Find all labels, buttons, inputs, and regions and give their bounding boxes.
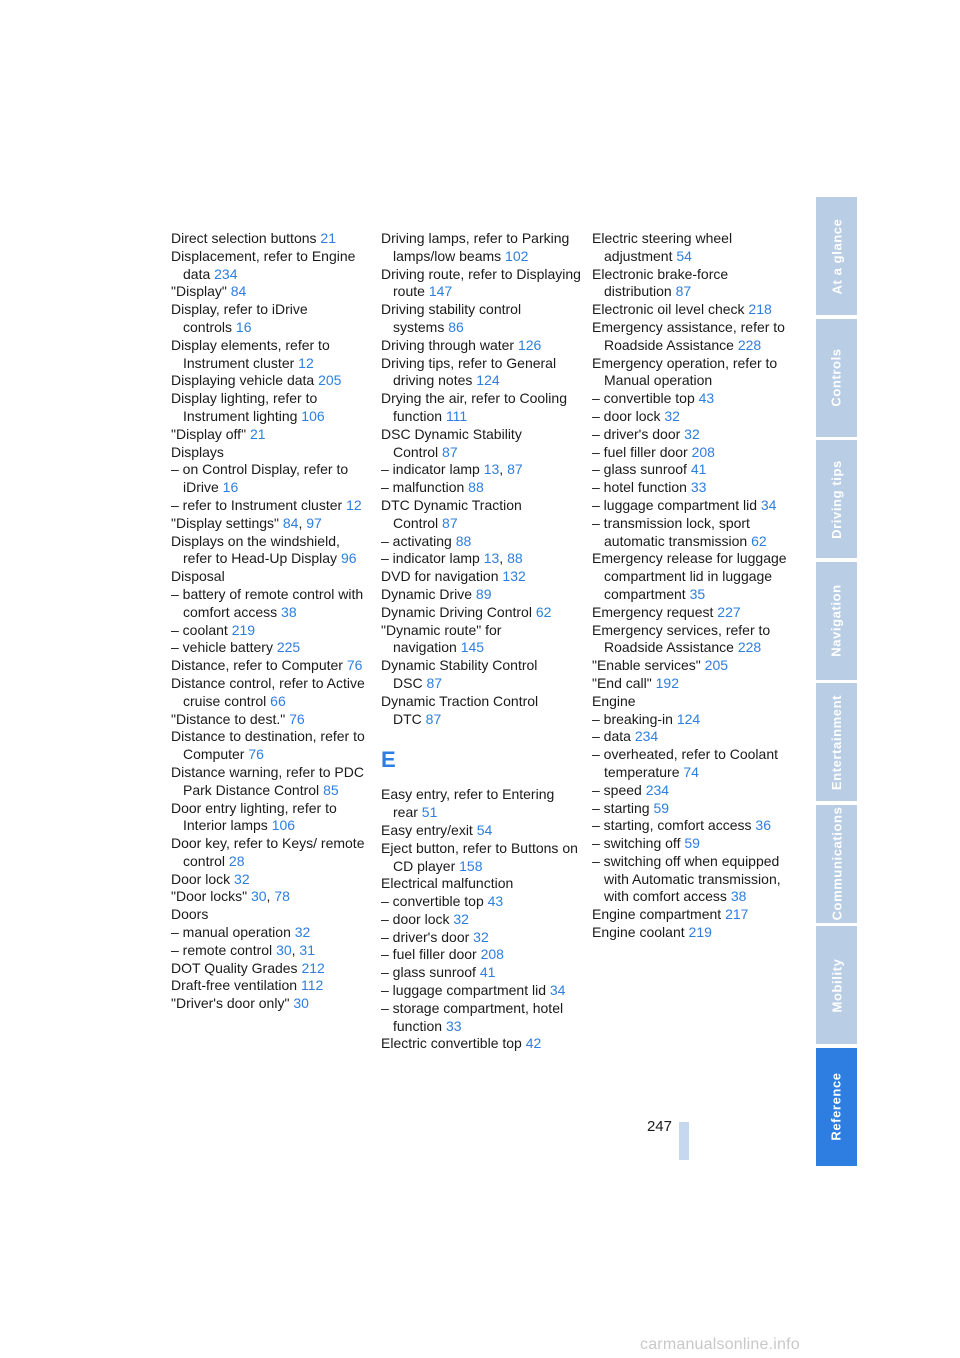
index-entry [592, 390, 792, 408]
index-entry [171, 764, 371, 800]
page-reference-link[interactable]: 30 [250, 888, 267, 905]
page-reference-link[interactable]: 30 [293, 995, 309, 1012]
index-entry [171, 444, 371, 462]
page-reference-link[interactable]: 30 [276, 941, 292, 958]
index-entry [381, 822, 581, 840]
index-entry-text: Easy entry, refer to Entering rear [381, 786, 555, 821]
index-entry-text: Emergency operation, refer to Manual operation [592, 354, 778, 389]
page-reference-link[interactable]: 34 [760, 496, 777, 513]
index-entry [381, 230, 581, 266]
page-reference-link[interactable]: 59 [653, 799, 670, 816]
page-reference-link[interactable]: 106 [271, 817, 296, 834]
index-entry [171, 800, 371, 836]
index-entry [171, 675, 371, 711]
index-entry-text: Engine compartment [592, 906, 722, 923]
index-entry-text: Dynamic Driving Control [381, 603, 532, 620]
index-entry-text: "Display off" [171, 425, 247, 442]
index-entry [171, 461, 371, 497]
index-entry [592, 319, 792, 355]
index-entry-text: – hotel function [592, 479, 687, 496]
index-entry-text: "Driver's door only" [171, 995, 290, 1012]
index-entry-text: Distance control, refer to Active cruise control [171, 674, 365, 709]
index-entry [592, 444, 792, 462]
index-entry [592, 408, 792, 426]
index-entry [592, 230, 792, 266]
section-tab-label: Communications [829, 806, 845, 921]
index-entry-text: – breaking-in [592, 710, 673, 727]
page-reference-link[interactable]: 78 [274, 888, 290, 905]
index-entry-text: DSC Dynamic Stability Control [381, 425, 522, 460]
page-reference-link[interactable]: 35 [689, 585, 706, 602]
index-entry-text: Electronic oil level check [592, 301, 745, 318]
index-entry-text: Displays on the windshield, refer to Head-Up Display [171, 532, 340, 567]
page-reference-link[interactable]: 96 [340, 550, 357, 567]
page-reference-link[interactable]: 32 [664, 407, 680, 424]
index-entry [381, 355, 581, 391]
index-entry [381, 911, 581, 929]
index-entry-text: – luggage compartment lid [381, 982, 546, 999]
index-entry [381, 426, 581, 462]
page-reference-link[interactable]: 132 [502, 568, 526, 585]
page-reference-link[interactable]: 33 [445, 1017, 462, 1034]
index-entry-text: – battery of remote control with comfort access [171, 585, 364, 620]
index-entry [381, 1035, 581, 1053]
index-entry-text: – door lock [381, 910, 450, 927]
section-tab[interactable] [816, 683, 857, 801]
page-reference-link[interactable]: 16 [235, 318, 252, 335]
index-entry [381, 337, 581, 355]
page-reference-link[interactable]: 66 [270, 692, 286, 709]
page-reference-link[interactable]: 32 [453, 910, 469, 927]
index-entry-text: Display lighting, refer to Instrument lighting [171, 390, 318, 424]
index-entry [592, 479, 792, 497]
page-reference-link[interactable]: 43 [698, 390, 715, 407]
index-entry-text: Door entry lighting, refer to Interior lamps [171, 799, 337, 834]
index-entry [171, 337, 371, 373]
page-reference-link[interactable]: 88 [468, 479, 484, 496]
index-entry [171, 995, 371, 1013]
page-reference-link[interactable]: 54 [476, 821, 493, 838]
page-reference-link[interactable]: 227 [717, 603, 741, 620]
page-reference-link[interactable]: 34 [549, 982, 566, 999]
index-entry-text: Emergency release for luggage compartment lid in luggage compartment [592, 550, 787, 602]
page-reference-link[interactable]: 32 [294, 924, 311, 941]
page-reference-link[interactable]: 38 [281, 603, 297, 620]
page-reference-link[interactable]: 87 [507, 461, 523, 478]
index-entry-text: Engine [592, 692, 636, 709]
page-reference-link[interactable]: 12 [298, 354, 314, 371]
index-entry [592, 782, 792, 800]
page-reference-link[interactable]: 59 [684, 835, 700, 852]
index-entry [592, 604, 792, 622]
index-entry [171, 248, 371, 284]
index-entry-text: "Door locks" [171, 888, 248, 905]
index-entry [171, 372, 371, 390]
section-tab[interactable] [816, 319, 857, 437]
index-entry [171, 657, 371, 675]
page-reference-link[interactable]: 87 [426, 674, 443, 691]
index-entry [381, 929, 581, 947]
index-entry-text: – activating [381, 532, 452, 549]
page-reference-link[interactable]: 205 [704, 657, 729, 674]
index-entry [592, 800, 792, 818]
index-entry [171, 426, 371, 444]
index-entry-text: Displaying vehicle data [171, 372, 315, 389]
page-reference-link[interactable]: 89 [475, 585, 492, 602]
index-entry-text: – indicator lamp [381, 550, 480, 567]
index-entry [592, 924, 792, 942]
index-entry-text: – remote control [171, 941, 273, 958]
page-reference-link[interactable]: 192 [655, 674, 679, 691]
index-entry [592, 675, 792, 693]
index-entry [171, 728, 371, 764]
index-entry [171, 835, 371, 871]
page-reference-link[interactable]: 62 [751, 532, 767, 549]
index-entry-text: – luggage compartment lid [592, 496, 757, 513]
index-entry-text: – driver's door [592, 425, 681, 442]
page-reference-link[interactable]: 84 [282, 514, 299, 531]
index-entry [592, 693, 792, 711]
page-reference-link[interactable]: 234 [214, 265, 238, 282]
page-reference-link[interactable]: 88 [507, 550, 523, 567]
index-entry-text: – transmission lock, sport automatic transmission [592, 514, 750, 549]
index-entry [381, 982, 581, 1000]
index-entry-text: Electric convertible top [381, 1035, 522, 1052]
index-entry-text: – switching off when equipped with Automatic transmission, with comfort access [592, 852, 781, 905]
index-entry [381, 604, 581, 622]
index-entry [171, 497, 371, 515]
index-entry-text: "Display" [171, 283, 227, 300]
index-entry-text: Emergency request [592, 603, 714, 620]
index-entry-text: Driving lamps, refer to Parking lamps/low beams [381, 230, 570, 264]
page-reference-link[interactable]: 76 [248, 746, 264, 763]
page-reference-link[interactable]: 42 [525, 1035, 542, 1052]
index-entry [171, 871, 371, 889]
index-entry [592, 728, 792, 746]
page-reference-link[interactable]: 228 [737, 336, 762, 353]
index-entry: "Door locks" 30, 78 [171, 888, 290, 905]
index-entry-text: – convertible top [592, 390, 695, 407]
index-entry-text: Dynamic Stability Control DSC [381, 657, 538, 691]
page-reference-link[interactable]: 86 [448, 318, 464, 335]
page-reference-link[interactable]: 41 [690, 461, 707, 478]
page-reference-link[interactable]: 87 [442, 443, 458, 460]
page-reference-link[interactable]: 111 [445, 407, 468, 424]
index-entry-text: Distance to destination, refer to Computer [171, 728, 365, 763]
index-entry-text: – starting [592, 799, 650, 816]
index-entry-text: DTC Dynamic Traction Control [381, 496, 522, 531]
index-entry [381, 586, 581, 604]
section-tab-label: Controls [829, 348, 844, 407]
index-entry-text: – overheated, refer to Coolant temperature [592, 746, 779, 780]
index-entry-text: Draft-free ventilation [171, 977, 298, 994]
section-tab-label: Reference [829, 1072, 844, 1141]
index-entry: – indicator lamp 13, 88 [381, 550, 523, 567]
index-entry-text: Electronic brake-force distribution [592, 265, 729, 300]
page-reference-link[interactable]: 217 [725, 906, 749, 923]
page-reference-link[interactable]: 225 [276, 639, 301, 656]
page-reference-link[interactable]: 28 [228, 852, 245, 869]
index-entry [171, 283, 371, 301]
index-entry [592, 817, 792, 835]
page-reference-link[interactable]: 38 [730, 888, 747, 905]
section-tab[interactable] [816, 562, 857, 680]
index-entry-text: Driving tips, refer to General driving notes [381, 354, 557, 389]
index-entry-text: – glass sunroof [381, 964, 476, 981]
index-entry-text: DVD for navigation [381, 568, 499, 585]
index-entry-text: "Enable services" [592, 657, 701, 674]
index-entry [592, 711, 792, 729]
page-reference-link[interactable]: 212 [301, 959, 325, 976]
index-entry-text: – coolant [171, 621, 228, 638]
page-reference-link[interactable]: 74 [683, 763, 699, 780]
index-entry-text: – switching off [592, 835, 681, 852]
page-reference-link[interactable]: 62 [535, 603, 552, 620]
page-reference-link[interactable]: 87 [675, 283, 692, 300]
index-entry-text: – malfunction [381, 479, 465, 496]
page-reference-link[interactable]: 145 [460, 639, 485, 656]
index-entry-text: Dynamic Traction Control DTC [381, 692, 539, 727]
index-entry [592, 746, 792, 782]
index-entry-text: – glass sunroof [592, 461, 687, 478]
page-reference-link[interactable]: 126 [517, 336, 542, 353]
index-entry-text: Displays [171, 443, 224, 460]
index-entry [592, 853, 792, 906]
index-entry-text: Eject button, refer to Buttons on CD player [381, 839, 578, 874]
index-entry-text: – speed [592, 781, 642, 798]
index-entry [171, 711, 371, 729]
index-entry-text: Electrical malfunction [381, 875, 514, 892]
index-entry-text: – vehicle battery [171, 639, 273, 656]
index-entry [592, 515, 792, 551]
index-entry [592, 906, 792, 924]
index-entry [381, 840, 581, 876]
page-reference-link[interactable]: 36 [755, 817, 771, 834]
page-reference-link[interactable]: 106 [301, 407, 325, 424]
page-reference-link[interactable]: 219 [688, 924, 712, 941]
index-entry [381, 875, 581, 893]
index-entry-text: Easy entry/exit [381, 821, 473, 838]
page-reference-link[interactable]: 32 [234, 870, 250, 887]
page-reference-link[interactable]: 13 [483, 461, 500, 478]
index-entry: "Display settings" 84, 97 [171, 514, 322, 531]
index-entry-text: Doors [171, 906, 209, 923]
page-reference-link[interactable]: 76 [346, 657, 363, 674]
page-reference-link[interactable]: 21 [320, 230, 336, 246]
index-entry-text: Dynamic Drive [381, 585, 473, 602]
section-tab-label: At a glance [829, 218, 844, 294]
index-entry-text: – storage compartment, hotel function [381, 999, 564, 1034]
page-reference-link[interactable]: 87 [442, 514, 458, 531]
page-reference-link[interactable]: 158 [459, 857, 483, 874]
page-reference-link[interactable]: 208 [480, 946, 504, 963]
index-entry [381, 533, 581, 551]
index-entry-text: – fuel filler door [381, 946, 477, 963]
index-entry [381, 479, 581, 497]
index-entry: – remote control 30, 31 [171, 941, 315, 958]
page-reference-link[interactable]: 21 [249, 425, 266, 442]
index-entry [171, 924, 371, 942]
page-reference-link[interactable]: 16 [222, 479, 239, 496]
index-entry-text: – door lock [592, 407, 661, 424]
index-entry-text: Disposal [171, 568, 225, 585]
index-entry [381, 786, 581, 822]
index-entry [592, 426, 792, 444]
index-entry [381, 266, 581, 302]
index-entry-text: Emergency services, refer to Roadside Assistance [592, 621, 771, 656]
section-tab-label: Entertainment [829, 694, 845, 790]
page-number-bar [679, 1122, 689, 1160]
index-entry [381, 693, 581, 729]
index-entry [592, 461, 792, 479]
index-entry [592, 835, 792, 853]
section-tab[interactable] [816, 440, 857, 558]
page-reference-link[interactable]: 33 [690, 479, 707, 496]
section-tab-label: Navigation [829, 584, 844, 657]
index-entry [171, 622, 371, 640]
page-reference-link[interactable]: 41 [479, 964, 496, 981]
page-reference-link[interactable]: 85 [323, 781, 339, 798]
page-reference-link[interactable]: 234 [645, 781, 670, 798]
index-entry [171, 586, 371, 622]
page-reference-link[interactable]: 88 [455, 532, 472, 549]
index-entry-text: Display elements, refer to Instrument cluster [171, 336, 330, 371]
index-letter-heading: E [381, 747, 396, 773]
index-entry [592, 497, 792, 515]
index-column-3 [592, 230, 792, 942]
section-tab[interactable] [816, 926, 857, 1044]
index-entry [171, 977, 371, 995]
index-entry-text: – fuel filler door [592, 443, 688, 460]
index-entry [171, 230, 371, 248]
index-entry [381, 390, 581, 426]
index-entry-text: "Display settings" [171, 514, 279, 531]
index-entry [381, 1000, 581, 1036]
page-reference-link[interactable]: 32 [473, 928, 489, 945]
index-entry [381, 893, 581, 911]
index-entry [381, 497, 581, 533]
index-entry-text: Drying the air, refer to Cooling function [381, 390, 567, 424]
index-entry [171, 390, 371, 426]
index-entry [381, 657, 581, 693]
page-reference-link[interactable]: 12 [346, 496, 362, 513]
index-column-1 [171, 230, 371, 1013]
index-entry-text: Engine coolant [592, 924, 685, 941]
page-reference-link[interactable]: 228 [737, 639, 762, 656]
page-reference-link[interactable]: 43 [487, 893, 504, 910]
index-entry-text: – manual operation [171, 924, 291, 941]
index-entry-text: – driver's door [381, 928, 470, 945]
index-entry [592, 550, 792, 603]
index-entry-text: Door key, refer to Keys/ remote control [171, 835, 365, 869]
index-entry-text: – refer to Instrument cluster [171, 496, 343, 513]
index-entry-text: Driving stability control systems [381, 301, 522, 335]
section-tab[interactable] [816, 805, 857, 923]
page-reference-link[interactable]: 218 [748, 301, 772, 318]
index-entry [171, 568, 371, 586]
page-reference-link[interactable]: 13 [483, 550, 500, 567]
index-entry-text: Distance warning, refer to PDC Park Distance Control [171, 763, 364, 798]
index-entry-text: Distance, refer to Computer [171, 657, 343, 674]
page-reference-link[interactable]: 219 [231, 621, 256, 638]
index-entry-text: Displacement, refer to Engine data [171, 247, 356, 282]
index-entry-text: Emergency assistance, refer to Roadside Assistance [592, 318, 785, 353]
page-reference-link[interactable]: 51 [421, 804, 438, 821]
index-entry-text: "Distance to dest." [171, 710, 286, 727]
index-entry-text: – convertible top [381, 893, 484, 910]
page-reference-link[interactable]: 84 [230, 283, 247, 300]
index-entry [171, 533, 371, 569]
index-entry [381, 568, 581, 586]
page-number: 247 [646, 1118, 672, 1135]
page-reference-link[interactable]: 31 [299, 941, 315, 958]
index-entry-text: – starting, comfort access [592, 817, 752, 834]
index-entry-text: Direct selection buttons [171, 230, 317, 246]
index-entry [381, 964, 581, 982]
index-entry-text: – data [592, 728, 631, 745]
index-entry-text: DOT Quality Grades [171, 959, 298, 976]
index-entry [171, 906, 371, 924]
watermark: carmanualsonline.info [640, 1336, 800, 1353]
index-column-2 [381, 230, 581, 1053]
section-tabs [816, 197, 857, 1160]
page-reference-link[interactable]: 112 [300, 977, 324, 994]
index-entry-text: Electric steering wheel adjustment [592, 230, 733, 264]
page-reference-link[interactable]: 54 [676, 247, 692, 264]
index-entry [592, 622, 792, 658]
index-entry-text: "Dynamic route" for navigation [381, 621, 502, 656]
page-reference-link[interactable]: 124 [676, 710, 701, 727]
index-entry [592, 301, 792, 319]
page-reference-link[interactable]: 97 [306, 514, 322, 531]
section-tab-label: Driving tips [829, 459, 844, 539]
index-entry [592, 657, 792, 675]
page-reference-link[interactable]: 102 [505, 247, 529, 264]
index-entry [171, 639, 371, 657]
page-reference-link[interactable]: 124 [476, 372, 500, 389]
index-entry [381, 301, 581, 337]
section-tab-label: Mobility [829, 958, 844, 1012]
index-entry-text: Driving through water [381, 336, 515, 353]
page-reference-link[interactable]: 205 [318, 372, 342, 389]
index-entry [171, 960, 371, 978]
index-entry-text: – on Control Display, refer to iDrive [171, 461, 349, 496]
section-tab[interactable] [816, 197, 857, 315]
page-reference-link[interactable]: 32 [684, 425, 700, 442]
index-entry: – indicator lamp 13, 87 [381, 461, 523, 478]
index-entry [592, 355, 792, 391]
index-entry-text: "End call" [592, 674, 652, 691]
page-reference-link[interactable]: 234 [634, 728, 659, 745]
page-reference-link[interactable]: 87 [425, 710, 442, 727]
section-tab[interactable] [816, 1048, 857, 1166]
index-entry [171, 301, 371, 337]
index-entry [381, 622, 581, 658]
index-entry-text: Display, refer to iDrive controls [171, 301, 308, 335]
index-entry-text: Driving route, refer to Displaying route [381, 265, 581, 300]
index-entry [592, 266, 792, 302]
page-reference-link[interactable]: 76 [289, 710, 305, 727]
page-reference-link[interactable]: 147 [428, 283, 453, 300]
index-entry-text: – indicator lamp [381, 461, 480, 478]
index-entry-text: Door lock [171, 870, 231, 887]
index-entry [381, 946, 581, 964]
page-reference-link[interactable]: 208 [691, 443, 715, 460]
